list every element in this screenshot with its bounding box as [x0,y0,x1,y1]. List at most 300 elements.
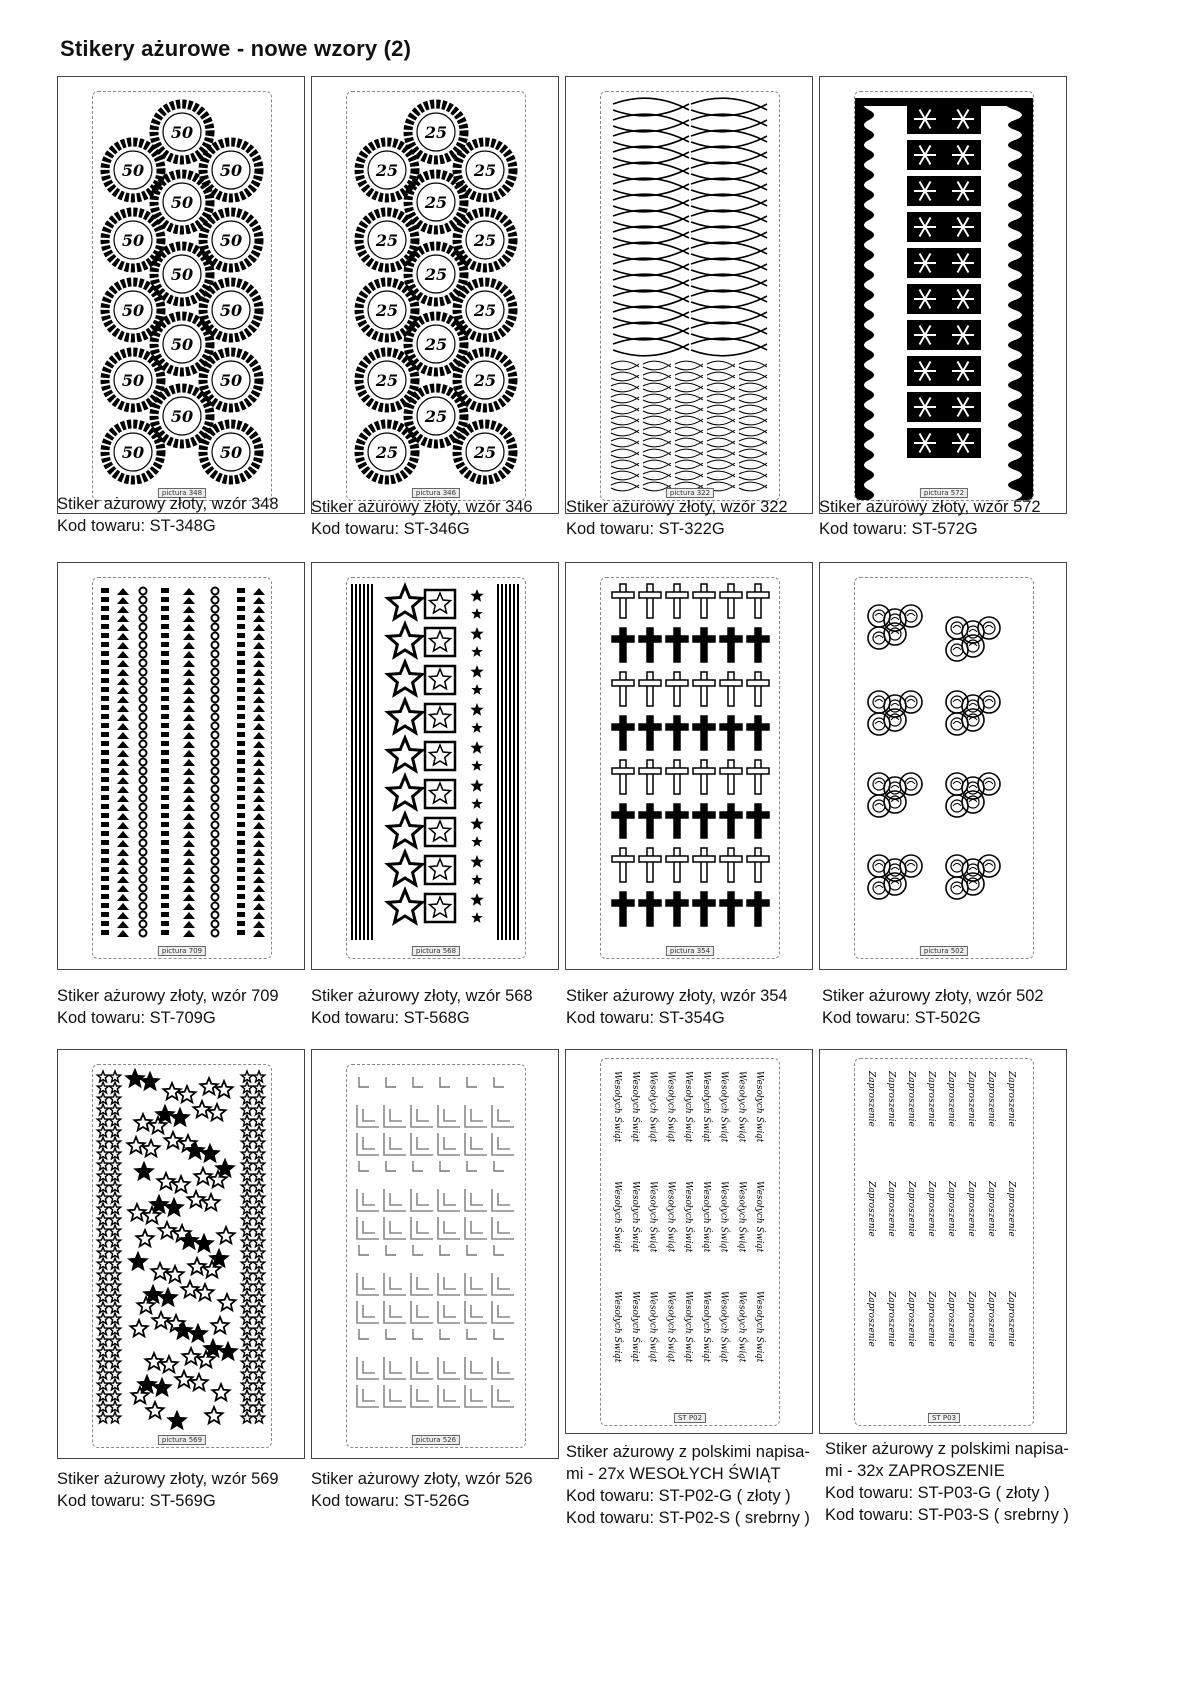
strip-segment [101,813,109,818]
strip-segment [161,921,169,926]
strip-triangle [183,678,195,685]
strip-segment [101,615,109,620]
strip-triangle [253,894,265,901]
strip-segment [101,624,109,629]
rose-icon [978,617,1000,639]
strip-segment [237,858,245,863]
script-text: Zaproszenie [906,1291,916,1347]
corner-ornament-icon [438,1133,460,1155]
fish-icon [691,194,767,212]
strip-segment [237,651,245,656]
strip-segment [237,849,245,854]
rose-icon [967,714,979,726]
cross-bar [666,724,688,730]
cross-bar [747,856,769,862]
strip-ring [212,795,219,802]
fish-icon [707,405,735,414]
rose-icon [951,718,963,730]
strip-ring [140,831,147,838]
rose-icon [889,796,901,808]
fish-icon [643,405,671,414]
wreath-number: 25 [473,443,497,462]
script-text: Wesołych Świąt [612,1071,622,1143]
strip-triangle [183,822,195,829]
cross-bar [612,680,634,686]
wreath-number: 25 [424,123,448,142]
rose-icon [967,878,979,890]
strip-triangle [183,588,195,595]
cross-bar [639,636,661,642]
strip-triangle [183,714,195,721]
product-card-572[interactable] [819,76,1067,514]
corner-icon [440,1161,450,1171]
script-text: Wesołych Świąt [629,1291,640,1363]
cross-bar [612,900,634,906]
strip-triangle [253,669,265,676]
wreath-50-icon [93,92,271,500]
strip-triangle [253,732,265,739]
wreath-number: 50 [170,123,194,142]
stripe [359,584,361,940]
strip-triangle [253,786,265,793]
strip-triangle [183,885,195,892]
cross-icon [647,584,653,618]
cross-icon [701,716,707,750]
fish-icon [643,427,671,436]
star-icon [430,897,451,917]
corner-ornament-icon [357,1105,379,1127]
fish-icon [739,482,767,491]
rose-petal [891,882,899,885]
rose-icon [951,778,963,790]
fish-icon [675,427,703,436]
rose-petal [907,782,915,785]
caption-line: mi - 32x ZAPROSZENIE [825,1462,1005,1480]
strip-triangle [117,642,129,649]
strip-segment [237,714,245,719]
strip-ring [212,921,219,928]
strip-ring [140,705,147,712]
strip-triangle [117,759,129,766]
strip-ring [140,768,147,775]
stripe [513,584,515,940]
script-text: Zaproszenie [946,1291,956,1347]
script-text: Wesołych Świąt [718,1291,729,1363]
rose-petal [953,782,961,785]
fish-icon [739,416,767,425]
rose-icon [983,860,995,872]
cross-icon [701,848,707,882]
caption-526 [311,1468,601,1512]
rose-icon [946,691,968,713]
fish-icon [739,427,767,436]
fish-icon [691,290,767,308]
strip-triangle [253,759,265,766]
strip-segment [161,597,169,602]
product-card-502[interactable] [819,562,1067,970]
fish-icon [613,306,689,324]
rose-icon [889,628,901,640]
stripe [501,584,503,940]
strip-segment [101,867,109,872]
script-text: Zaproszenie [866,1181,876,1237]
fish-icon [611,449,639,458]
corner-ornament-icon [357,1217,379,1239]
product-card-569[interactable] [57,1049,305,1459]
script-text: Wesołych Świąt [700,1071,711,1143]
rose-icon [951,644,963,656]
strip-segment [101,633,109,638]
corner-icon [359,1245,369,1255]
strip-segment [101,894,109,899]
fish-icon [707,394,735,403]
script-text: Zaproszenie [946,1071,956,1127]
corner-ornament-icon [465,1217,487,1239]
caption-346 [311,496,601,540]
strip-triangle [253,795,265,802]
rose-petal [953,804,961,807]
strip-segment [161,615,169,620]
rose-icon [978,773,1000,795]
cross-bar [693,724,715,730]
star-icon [388,738,422,771]
strip-triangle [117,876,129,883]
cross-bar [639,768,661,774]
strip-triangle [253,696,265,703]
strip-triangle [117,633,129,640]
product-card-322[interactable] [565,76,813,514]
strip-ring [212,930,219,937]
strip-triangle [183,615,195,622]
stripe [497,584,499,940]
strip-segment [237,624,245,629]
strip-triangle [183,696,195,703]
strip-triangle [117,597,129,604]
corner-ornament-icon [411,1273,433,1295]
product-card-p03[interactable] [819,1049,1067,1434]
strip-segment [237,777,245,782]
strip-ring [212,723,219,730]
corner-ornament-icon [465,1133,487,1155]
cross-icon [755,628,761,662]
fish-icon [611,471,639,480]
fish-icon [611,405,639,414]
script-text: Zaproszenie [966,1181,976,1237]
strip-segment [161,588,169,593]
fish-icon [691,146,767,164]
stripe [367,584,369,940]
corner-ornament-icon [384,1385,406,1407]
strip-segment [101,804,109,809]
wreath-number: 25 [375,231,399,250]
fish-icon [675,471,703,480]
strip-triangle [183,660,195,667]
corner-ornament-icon [357,1301,379,1323]
cross-icon [755,804,761,838]
corner-icon [386,1245,396,1255]
strip-triangle [253,750,265,757]
rose-petal [891,800,899,803]
star-icon [186,1142,203,1158]
rose-icon [946,877,968,899]
rose-icon [900,605,922,627]
star-icon [471,646,482,657]
rose-icon [889,878,901,890]
strip-triangle [183,750,195,757]
corner-ornament-icon [465,1357,487,1379]
fish-icon [691,114,767,132]
cross-icon [755,848,761,882]
strip-ring [140,615,147,622]
strip-ring [140,696,147,703]
strip-ring [140,876,147,883]
fish-icon [739,471,767,480]
strip-segment [101,732,109,737]
cross-bar [747,680,769,686]
fish-icon [739,394,767,403]
fish-icon [691,306,767,324]
strip-triangle [183,804,195,811]
star-icon [388,662,422,695]
cross-icon [728,628,734,662]
strip-triangle [183,786,195,793]
strip-segment [237,912,245,917]
script-text: Zaproszenie [1006,1181,1016,1237]
strip-triangle [253,714,265,721]
strip-triangle [117,588,129,595]
corner-icon [386,1161,396,1171]
cross-icon [728,804,734,838]
fish-icon [691,274,767,292]
fish-icon [691,322,767,340]
strip-triangle [183,732,195,739]
star-icon [471,760,482,771]
cross-bar [639,592,661,598]
product-card-526[interactable] [311,1049,559,1459]
sheet-label: pictura 348 [158,488,206,498]
fish-icon [739,438,767,447]
caption-line: Kod towaru: ST-P02-S ( srebrny ) [566,1509,810,1527]
script-text: Wesołych Świąt [736,1071,747,1143]
strip-ring [140,885,147,892]
caption-709 [57,985,347,1029]
strip-triangle [253,831,265,838]
corner-ornament-icon [492,1385,514,1407]
strip-triangle [117,849,129,856]
fish-icon [611,482,639,491]
cross-icon [701,804,707,838]
corner-ornament-icon [384,1357,406,1379]
fish-icon [691,130,767,148]
sticker-sheet-502 [854,577,1034,959]
strip-triangle [183,687,195,694]
strip-ring [140,903,147,910]
cross-icon [620,804,626,838]
rose-icon [873,696,885,708]
strip-segment [237,768,245,773]
corner-icon [359,1329,369,1339]
strip-segment [237,606,245,611]
script-text: Zaproszenie [926,1181,936,1237]
cross-bar [693,636,715,642]
strip-triangle [117,624,129,631]
strip-triangle [253,921,265,928]
product-card-346[interactable] [311,76,559,514]
rose-icon [951,882,963,894]
sticker-sheet-526 [346,1064,526,1448]
stripe [351,584,353,940]
caption-line: Stiker ażurowy złoty, wzór 709 [57,987,279,1005]
rose-icon [900,691,922,713]
star-icon [136,1230,153,1246]
star-icon [188,1258,205,1274]
rose-icon [900,773,922,795]
script-text: Zaproszenie [986,1181,996,1237]
star-icon [253,1412,264,1423]
strip-segment [161,903,169,908]
corner-ornament-icon [357,1133,379,1155]
rose-petal [891,786,899,789]
fish-icon [613,258,689,276]
strip-ring [212,885,219,892]
cross-icon [647,892,653,926]
corner-ornament-icon [465,1105,487,1127]
fish-icon [643,372,671,381]
strip-segment [101,768,109,773]
star-icon [127,1137,144,1153]
strip-ring [212,750,219,757]
cross-icon [620,716,626,750]
caption-line: Kod towaru: ST-568G [311,1009,470,1027]
wave-border [855,100,874,500]
strip-triangle [183,921,195,928]
stripe [371,584,373,940]
fish-icon [675,460,703,469]
strip-ring [212,813,219,820]
strip-segment [237,822,245,827]
rose-petal [891,632,899,635]
corner-ornament-icon [411,1189,433,1211]
script-text: Wesołych Świąt [754,1071,765,1143]
wreath-25-icon [347,92,525,500]
wreath-number: 50 [219,301,243,320]
strip-triangle [183,597,195,604]
cross-icon [755,892,761,926]
cross-bar [612,812,634,818]
script-text: Wesołych Świąt [754,1291,765,1363]
product-card-354[interactable] [565,562,813,970]
fish-icon [691,162,767,180]
corner-ornament-icon [357,1385,379,1407]
wreath-number: 25 [375,443,399,462]
strip-segment [101,597,109,602]
fish-icon [675,383,703,392]
strip-ring [140,642,147,649]
strip-triangle [183,705,195,712]
rose-icon [946,713,968,735]
fish-icon [611,394,639,403]
corner-icon [440,1077,450,1087]
rose-icon [868,691,890,713]
fish-icon [675,416,703,425]
strip-triangle [117,651,129,658]
caption-322 [566,496,856,540]
script-text: Wesołych Świąt [647,1291,658,1363]
snowflake-icon [855,92,1033,500]
product-card-709[interactable] [57,562,305,970]
strip-segment [237,597,245,602]
strip-ring [140,588,147,595]
product-card-568[interactable] [311,562,559,970]
corner-ornament-icon [384,1105,406,1127]
script-text: Wesołych Świąt [736,1291,747,1363]
fish-icon [643,471,671,480]
cross-bar [747,592,769,598]
corner-ornament-icon [438,1357,460,1379]
strip-triangle [253,633,265,640]
cross-icon [728,584,734,618]
strip-triangle [117,723,129,730]
corner-icon [467,1077,477,1087]
sticker-sheet-572 [854,91,1034,501]
strip-segment [161,687,169,692]
rose-icon [889,714,901,726]
fish-icon [707,438,735,447]
caption-line: Stiker ażurowy z polskimi napisa- [566,1443,810,1461]
caption-572 [819,496,1109,540]
product-card-348[interactable] [57,76,305,514]
strip-segment [237,804,245,809]
cross-icon [701,584,707,618]
corner-ornament-icon [384,1217,406,1239]
strip-triangle [183,840,195,847]
rose-petal [985,700,993,703]
strip-triangle [253,741,265,748]
script-text: Zaproszenie [1006,1291,1016,1347]
strip-triangle [183,777,195,784]
cross-icon [674,848,680,882]
star-icon [388,776,422,809]
strip-segment [161,876,169,881]
stripe [517,584,519,940]
strip-segment [101,705,109,710]
strip-triangle [183,633,195,640]
wreath-number: 25 [424,335,448,354]
star-icon [471,912,482,923]
rose-petal [985,782,993,785]
rose-petal [875,636,883,639]
product-card-p02[interactable] [565,1049,813,1434]
fish-icon [691,258,767,276]
caption-line: mi - 27x WESOŁYCH ŚWIĄT [566,1465,781,1483]
strip-triangle [253,885,265,892]
fish-icon [707,361,735,370]
fish-icon [675,449,703,458]
strip-triangle [183,642,195,649]
strip-ring [140,921,147,928]
corner-ornament-icon [492,1273,514,1295]
corner-icon [467,1161,477,1171]
script-text: Wesołych Świąt [665,1291,676,1363]
caption-line: Stiker ażurowy złoty, wzór 569 [57,1470,279,1488]
strip-triangle [253,822,265,829]
cross-icon [728,716,734,750]
star-icon [470,779,483,792]
strip-segment [161,624,169,629]
strip-segment [101,723,109,728]
strip-segment [101,840,109,845]
wreath-number: 50 [219,443,243,462]
